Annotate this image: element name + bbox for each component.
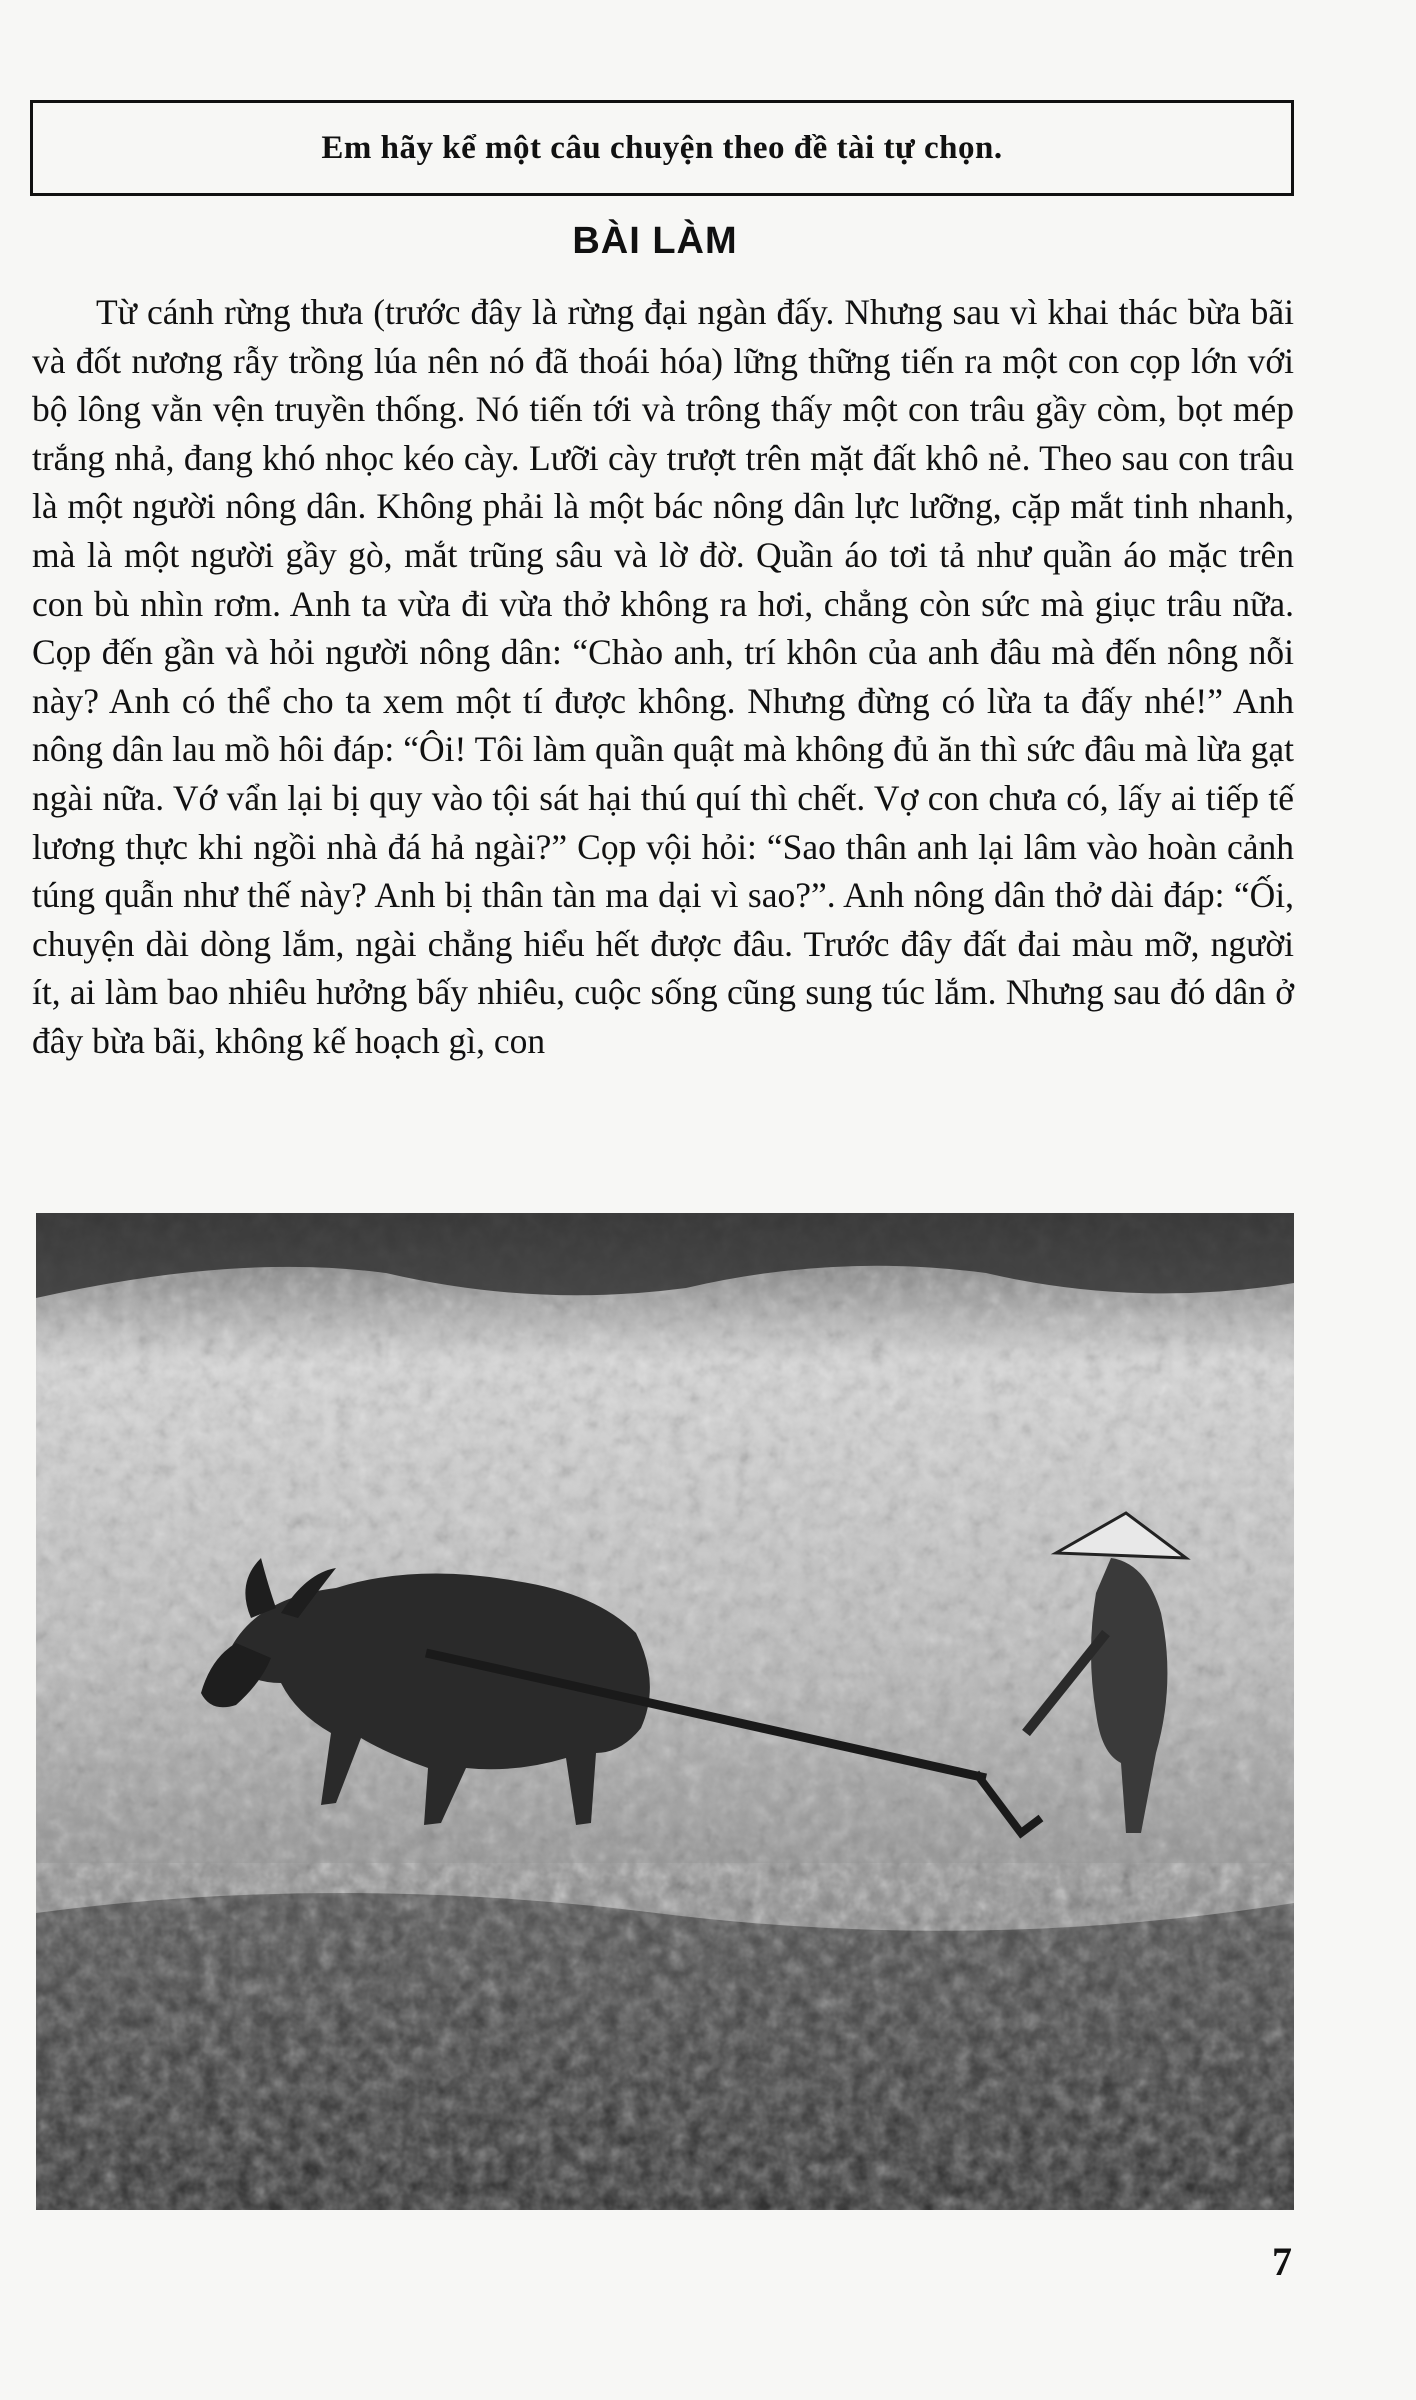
page-number: 7 bbox=[1272, 2239, 1292, 2284]
photo-farmer-ploughing-with-buffalo bbox=[36, 1213, 1294, 2210]
section-heading: BÀI LÀM bbox=[572, 220, 738, 262]
essay-paragraph: Từ cánh rừng thưa (trước đây là rừng đại ngàn đấy. Nhưng sau vì khai thác bừa bãi và đốt nương rẫy trồng lúa nên nó đã thoái hóa) lững thững tiến ra một con cọp lớn với bộ lông vằn vện truyền thống. Nó tiến tới và trông thấy một con trâu gầy còm, bọt mép trắng nhả, đang khó nhọc kéo cày. Lưỡi cày trượt trên mặt đất khô nẻ. Theo sau con trâu là một người nông dân. Không phải là một bác nông dân lực lưỡng, cặp mắt tinh nhanh, mà là một người gầy gò, mắt trũng sâu và lờ đờ. Quần áo tơi tả như quần áo mặc trên con bù nhìn rơm. Anh ta vừa đi vừa thở không ra hơi, chẳng còn sức mà giục trâu nữa. Cọp đến gần và hỏi người nông dân: “Chào anh, trí khôn của anh đâu mà đến nông nỗi này? Anh có thể cho ta xem một tí được không. Nhưng đừng có lừa ta đấy nhé!” Anh nông dân lau mồ hôi đáp: “Ôi! Tôi làm quần quật mà không đủ ăn thì sức đâu mà lừa gạt ngài nữa. Vớ vẩn lại bị quy vào tội sát hại thú quí thì chết. Vợ con chưa có, lấy ai tiếp tế lương thực khi ngồi nhà đá hả ngài?” Cọp vội hỏi: “Sao thân anh lại lâm vào hoàn cảnh túng quẫn như thế này? Anh bị thân tàn ma dại vì sao?”. Anh nông dân thở dài đáp: “Ối, chuyện dài dòng lắm, ngài chẳng hiểu hết được đâu. Trước đây đất đai màu mỡ, người ít, ai làm bao nhiêu hưởng bấy nhiêu, cuộc sống cũng sung túc lắm. Nhưng sau đó dân ở đây bừa bãi, không kế hoạch gì, con bbox=[32, 292, 1294, 1061]
assignment-prompt-box bbox=[30, 100, 1294, 196]
assignment-prompt: Em hãy kể một câu chuyện theo đề tài tự chọn. bbox=[321, 129, 1003, 166]
